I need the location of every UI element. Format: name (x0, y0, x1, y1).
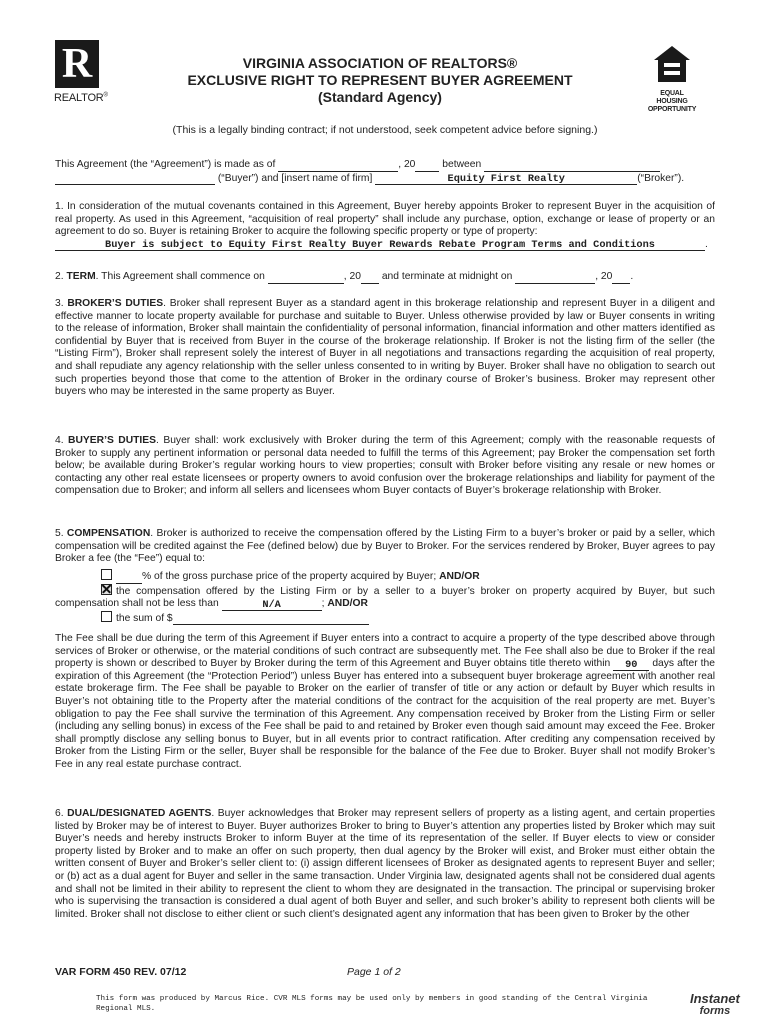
eho-text (644, 90, 700, 114)
realtor-logo-letter: R (61, 41, 93, 87)
section-5-num: 5. (55, 528, 64, 539)
agreement-date-field[interactable] (278, 160, 398, 172)
eho-text-line1: EQUAL HOUSING (656, 90, 688, 105)
section-4 (55, 435, 715, 498)
fee-option-compensation (55, 584, 715, 611)
document-title (160, 55, 600, 106)
section-4-num: 4. (55, 435, 64, 446)
section-2-text-5: . (630, 271, 634, 282)
property-value: Buyer is subject to Equity First Realty Buyer Rewards Rebate Program Terms and Conditions (105, 239, 655, 252)
minimum-compensation-field[interactable] (222, 599, 322, 611)
fee-option-1-text: % of the gross purchase price of the property acquired by Buyer; (142, 571, 437, 582)
term-end-field[interactable] (515, 272, 595, 284)
instanet-logo (690, 993, 740, 1017)
section-3-head: BROKER’S DUTIES (67, 298, 164, 309)
buyer-name-field[interactable] (55, 173, 215, 185)
party-field[interactable] (484, 160, 660, 172)
sum-field[interactable] (173, 613, 369, 625)
section-2-text-1: . This Agreement shall commence on (95, 271, 265, 282)
instanet-line2: forms (699, 1005, 731, 1017)
firm-name-value: Equity First Realty (447, 173, 565, 186)
footer-note: This form was produced by Marcus Rice. CVR MLS forms may be used only by members in good standing of the Central Virginia Regional MLS. (96, 995, 648, 1013)
section-1 (55, 201, 715, 251)
equal-housing-logo (644, 44, 700, 114)
advice-note: (This is a legally binding contract; if not understood, seek competent advice before signing.) (172, 124, 598, 136)
property-field[interactable] (55, 239, 705, 251)
page-number: Page 1 of 2 (347, 966, 401, 978)
fee-terms (55, 633, 715, 772)
realtor-logo (55, 40, 99, 88)
section-4-head: BUYER’S DUTIES (68, 435, 157, 446)
section-1-end: . (705, 238, 708, 250)
percent-field[interactable] (116, 572, 142, 584)
section-2 (55, 271, 715, 284)
andor-1: AND/OR (439, 571, 480, 582)
fee-option-2-text: the compensation offered by the Listing Firm or by a seller to a buyer’s broker on property acquired by Buyer, but such compensation shall not be less than (55, 585, 715, 610)
title-line2: EXCLUSIVE RIGHT TO REPRESENT BUYER AGREEMENT (187, 72, 573, 88)
percent-checkbox[interactable] (101, 569, 112, 580)
intro-text-1: This Agreement (the “Agreement”) is made as of (55, 159, 276, 170)
intro-text-4: (“Buyer”) and [insert name of firm] (217, 172, 373, 184)
section-2-text-4: , 20 (595, 271, 613, 282)
section-3-num: 3. (55, 298, 64, 309)
agreement-year-field[interactable] (415, 160, 439, 172)
andor-2: AND/OR (327, 598, 368, 610)
title-line3: (Standard Agency) (318, 89, 442, 105)
fee-option-3-text: the sum of $ (116, 612, 173, 624)
term-start-year-field[interactable] (361, 272, 379, 284)
fee-option-percent (55, 569, 715, 584)
fee-options (55, 569, 715, 625)
section-5-head: COMPENSATION (66, 528, 151, 539)
eho-text-line2: OPPORTUNITY (647, 106, 697, 113)
fee-option-sum (55, 611, 715, 626)
fee-text-1: The Fee shall be due during the term of this Agreement if Buyer enters into a contract to acquire a property of the type described above through services of Broker or otherwise, or the material conditions of such contract are subsequently met. The Fee shall also be due to Broker if the real property is shown or described to Buyer by Broker during the term of this Agreement and Buyer obtains title thereto within (55, 633, 715, 670)
intro-text-2: , 20 (398, 159, 416, 170)
equal-housing-icon (652, 44, 692, 84)
intro-text-5: (“Broker”). (637, 172, 685, 184)
section-4-text: . Buyer shall: work exclusively with Broker during the term of this Agreement; comply with the reasonable requests of Broker to supply any pertinent information or personal data needed to fulfill the terms of this Agreement; pay Broker the compensation set forth below; be available during Broker’s regular working hours to view properties; consult with Broker before visiting any resale or new homes or contacting any other real estate licensees or property owners to avoid confusion over the brokerage relationships and liability for payment of the compensation due to Broker; and inform all sellers and licensees whom Buyer contacts of Buyer’s brokerage relationship with Broker. (55, 435, 715, 497)
realtor-wordmark (54, 92, 108, 104)
form-number: VAR FORM 450 REV. 07/12 (55, 966, 187, 978)
title-line1: VIRGINIA ASSOCIATION OF REALTORS® (242, 55, 518, 71)
section-5 (55, 528, 715, 566)
section-1-text: 1. In consideration of the mutual covenants contained in this Agreement, Buyer hereby appoints Broker to represent Buyer in the acquisition of real property. As used in this Agreement, “acquisition of real property” shall include any purchase, option, exchange or lease of property or an agreement to do so. Buyer is retaining Broker to acquire the following specific property or type of property: (55, 201, 715, 238)
sum-checkbox[interactable] (101, 611, 112, 622)
section-2-head: TERM (66, 271, 96, 282)
instanet-line1: Instanet (690, 991, 740, 1006)
section-2-text-2: , 20 (343, 271, 361, 282)
term-start-field[interactable] (268, 272, 344, 284)
compensation-checkbox-checked[interactable] (101, 584, 112, 595)
section-5-text: . Broker is authorized to receive the compensation offered by the Listing Firm to a buyer’s broker or paid by a seller, which compensation will be credited against the Fee (defined below) due by Buyer to Broker. For the services rendered by Broker, Buyer agrees to pay Broker a fee (the “Fee”) equal to: (55, 528, 715, 565)
section-2-num: 2. (55, 271, 64, 282)
fee-text-2: days after the expiration of this Agreement (the “Protection Period”) unless Buyer has entered into a subsequent buyer brokerage agreement with another real estate brokerage firm. The Fee shall be payable to Broker on the earlier of transfer of title or any action or default by Buyer which results in Buyer’s not obtaining title to the Property after the material conditions of the contract for the acquisition of the real property are met. Buyer’s obligation to pay the Fee shall survive the termination of this Agreement. Any compensation received by Broker from the Listing Firm or seller (including any selling bonus) in excess of the Fee shall be paid to and retained by Broker even though said amount may exceed the Fee. Broker shall promptly disclose any selling bonus to Buyer, but in all events prior to contract ratification. After crediting any compensation received by Broker from the Listing Firm or the seller, Buyer shall be responsible for the balance of the Fee due to Broker. Buyer shall not modify Broker’s Fee in any real estate purchase contract. (55, 658, 715, 770)
section-3-text: . Broker shall represent Buyer as a standard agent in this brokerage relationship and represent Buyer in a diligent and effective manner to locate property available for purchase and suitable to Buyer. Unless otherwise provided by law or Buyer consents in writing to the release of information, Broker shall maintain the confidentiality of personal information, financial information and other matters identified as confidential by Buyer that is received from Buyer in the course of the brokerage relationship. If Broker is not the listing firm of the seller (the “Listing Firm”), Broker shall represent solely the interest of Buyer in all negotiations and transactions regarding the acquisition of real property, and shall repudiate any agency relationship with the seller unless consented to in writing by Buyer. Broker shall have no obligation to search out such properties beyond those that come to the attention of Broker in the ordinary course of Broker’s business. Broker may represent other buyers who may be interested in the same property as Buyer. (55, 298, 715, 398)
section-2-text-3: and terminate at midnight on (381, 271, 513, 282)
protection-days-field[interactable] (613, 659, 649, 671)
realtor-word: REALTOR (54, 92, 104, 104)
fee-option-2-end: ; (321, 598, 325, 610)
firm-name-field[interactable] (375, 173, 637, 185)
section-3 (55, 298, 715, 399)
section-6-head: DUAL/DESIGNATED AGENTS (67, 808, 212, 819)
section-6-num: 6. (55, 808, 64, 819)
intro-paragraph (55, 159, 715, 185)
term-end-year-field[interactable] (612, 272, 630, 284)
section-6-text: . Buyer acknowledges that Broker may represent sellers of property as a listing agent, and certain properties listed by Broker may be of interest to Buyer. Buyer authorizes Broker to bring to Buyer’s attention any properties listed by Broker which may suit Buyer’s needs and hereby instructs Broker to inform Buyer at the time of its representation of the seller. If Buyer elects to view or consider property listed by Broker and to make an offer on such property, then dual agency by the Broker will exist, and Broker must either obtain the written consent of Buyer and Broker’s seller client to: (i) assign different licensees of Broker as designated agents to represent Buyer and seller; or (b) act as a dual agent for Buyer and seller in the same transaction. Under Virginia law, designated agents shall not be considered dual agents and shall not be limited in their ability to represent the client to whom they are designated in the transaction. The principal or supervising broker who is supervising the transaction is considered a dual agent of both Buyer and seller, and such broker’s ability to represent both clients will be limited. Broker shall not disclose to either client or such client’s designated agent any information that has been given to Broker by the other (55, 808, 715, 920)
protection-days-value: 90 (625, 658, 638, 671)
realtor-mark: ® (103, 92, 108, 99)
section-6 (55, 808, 715, 921)
minimum-compensation-value: N/A (262, 598, 281, 611)
intro-text-3: between (442, 159, 482, 170)
